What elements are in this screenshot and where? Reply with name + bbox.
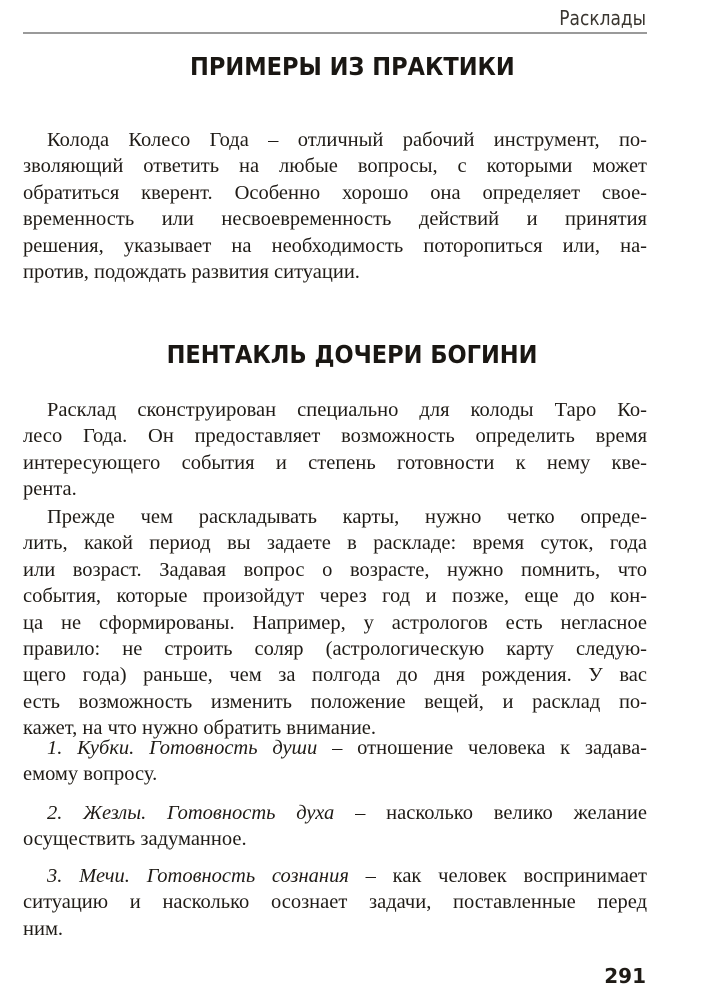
- heading-examples: ПРИМЕРЫ ИЗ ПРАКТИКИ: [189, 52, 515, 81]
- paragraph-intro: [23, 127, 647, 285]
- paragraph-period: [23, 504, 647, 742]
- list-item-text: – отношение человека к задава-: [317, 737, 647, 759]
- running-head: Расклады: [559, 6, 646, 30]
- list-item-title: 3. Мечи. Готовность сознания: [47, 865, 349, 887]
- list-item-text: – насколько велико желание: [334, 802, 647, 824]
- text-line: емому вопросу.: [23, 763, 158, 786]
- text-line: ситуацию и насколько осознает задачи, поставленные перед: [23, 891, 647, 914]
- text-line: временность или несвоевременность действий и принятия: [23, 208, 647, 231]
- page-number: 291: [604, 964, 646, 988]
- text-line: лесо Года. Он предоставляет возможность определить время: [23, 425, 647, 448]
- text-line: осуществить задуманное.: [23, 828, 247, 851]
- text-line: щего года) раньше, чем за полгода до дня рождения. У вас: [23, 664, 647, 687]
- list-item-title: 2. Жезлы. Готовность духа: [47, 802, 335, 824]
- text-line: интересующего события и степень готовности к нему кве-: [23, 451, 647, 474]
- paragraph-spread-description: [23, 397, 647, 503]
- list-item-first-line: [23, 863, 647, 889]
- text-line: правило: не строить соляр (астрологическую карту следую-: [23, 637, 647, 660]
- text-line: зволяющий ответить на любые вопросы, с которыми может: [23, 155, 647, 178]
- list-item-first-line: [23, 735, 647, 761]
- text-line: события, которые произойдут через год и позже, еще до кон-: [23, 585, 647, 608]
- text-line: лить, какой период вы задаете в раскладе: время суток, года: [23, 532, 647, 555]
- list-item-cups: [23, 735, 647, 788]
- text-line: обратиться кверент. Особенно хорошо она определяет свое-: [23, 181, 647, 204]
- text-line: Расклад сконструирован специально для колоды Таро Ко-: [47, 399, 647, 421]
- text-line: ним.: [23, 917, 64, 940]
- text-line: или возраст. Задавая вопрос о возрасте, нужно помнить, что: [23, 558, 647, 581]
- heading-pentacle: ПЕНТАКЛЬ ДОЧЕРИ БОГИНИ: [166, 340, 538, 369]
- text-line: ца не сформированы. Например, у астрологов есть негласное: [23, 611, 647, 634]
- text-line: решения, указывает на необходимость поторопиться или, на-: [23, 234, 647, 257]
- text-line: есть возможность изменить положение вещей, и расклад по-: [23, 690, 647, 713]
- list-item-wands: [23, 800, 647, 853]
- text-line: Колода Колесо Года – отличный рабочий инструмент, по-: [47, 129, 647, 151]
- list-item-swords: [23, 863, 647, 942]
- text-line: против, подождать развития ситуации.: [23, 260, 360, 283]
- header-rule: [23, 32, 647, 34]
- text-line: Прежде чем раскладывать карты, нужно четко опреде-: [47, 506, 647, 528]
- list-item-first-line: [23, 800, 647, 826]
- text-line: рента.: [23, 478, 77, 501]
- list-item-title: 1. Кубки. Готовность души: [47, 737, 318, 759]
- list-item-text: – как человек воспринимает: [348, 865, 647, 887]
- text-line: кажет, на что нужно обратить внимание.: [23, 717, 377, 740]
